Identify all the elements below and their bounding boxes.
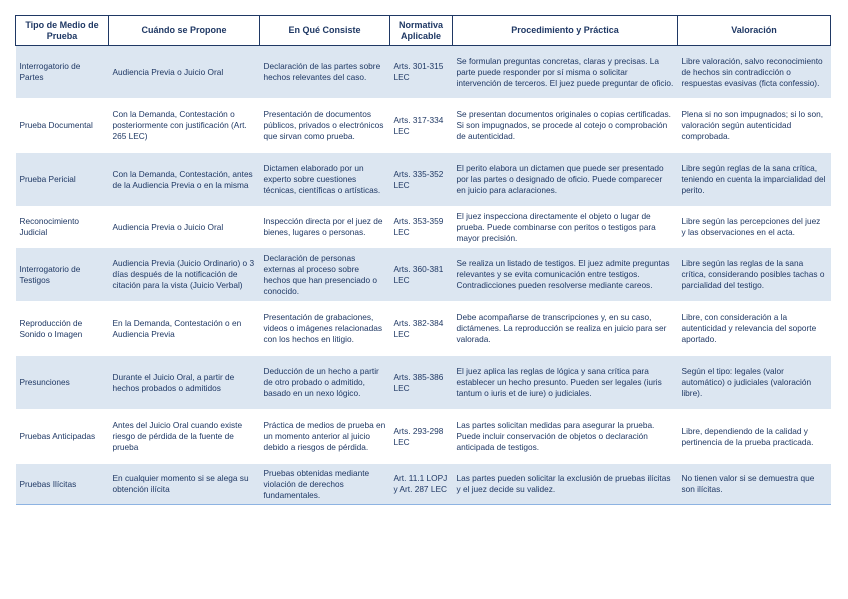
cell-procedimiento: Las partes pueden solicitar la exclusión de pruebas ilícitas y el juez decide su validez. — [453, 464, 678, 505]
cell-tipo: Reproducción de Sonido o Imagen — [16, 302, 109, 356]
cell-cuando: En la Demanda, Contestación o en Audiencia Previa — [109, 302, 260, 356]
cell-consiste: Presentación de grabaciones, videos o imágenes relacionadas con los hechos en litigio. — [260, 302, 390, 356]
cell-valoracion: Libre valoración, salvo reconocimiento de hechos sin contradicción o respuestas evasivas (ficta confessio). — [678, 46, 831, 99]
cell-consiste: Presentación de documentos públicos, privados o electrónicos que sirvan como prueba. — [260, 99, 390, 153]
cell-normativa: Arts. 293-298 LEC — [390, 410, 453, 464]
table-row — [16, 99, 831, 153]
cell-tipo: Pruebas Anticipadas — [16, 410, 109, 464]
header-procedimiento: Procedimiento y Práctica — [453, 16, 678, 46]
cell-tipo: Presunciones — [16, 356, 109, 410]
cell-procedimiento: El perito elabora un dictamen que puede ser presentado por las partes o designado de oficio. Puede comparecer en juicio para aclaraciones. — [453, 153, 678, 207]
header-cuando: Cuándo se Propone — [109, 16, 260, 46]
table-row — [16, 464, 831, 505]
cell-normativa: Art. 11.1 LOPJ y Art. 287 LEC — [390, 464, 453, 505]
cell-valoracion: Plena si no son impugnados; si lo son, valoración según autenticidad comprobada. — [678, 99, 831, 153]
cell-tipo: Interrogatorio de Partes — [16, 46, 109, 99]
header-tipo: Tipo de Medio de Prueba — [16, 16, 109, 46]
cell-cuando: Antes del Juicio Oral cuando existe riesgo de pérdida de la fuente de prueba — [109, 410, 260, 464]
cell-procedimiento: Se formulan preguntas concretas, claras y precisas. La parte puede responder por sí misma o solicitar intervención de terceros. El juez puede preguntar de oficio. — [453, 46, 678, 99]
cell-consiste: Inspección directa por el juez de bienes, lugares o personas. — [260, 207, 390, 248]
cell-tipo: Prueba Documental — [16, 99, 109, 153]
cell-procedimiento: Se realiza un listado de testigos. El juez admite preguntas relevantes y se evita comunicación entre testigos. Contradicciones pueden resolverse mediante careos. — [453, 248, 678, 302]
cell-normativa: Arts. 382-384 LEC — [390, 302, 453, 356]
cell-valoracion: Libre, con consideración a la autenticidad y relevancia del soporte aportado. — [678, 302, 831, 356]
cell-valoracion: Libre, dependiendo de la calidad y pertinencia de la prueba practicada. — [678, 410, 831, 464]
table-row — [16, 46, 831, 99]
cell-normativa: Arts. 385-386 LEC — [390, 356, 453, 410]
header-row — [16, 16, 831, 46]
cell-cuando: Audiencia Previa o Juicio Oral — [109, 46, 260, 99]
header-valoracion: Valoración — [678, 16, 831, 46]
cell-cuando: En cualquier momento si se alega su obtención ilícita — [109, 464, 260, 505]
cell-consiste: Declaración de personas externas al proceso sobre hechos que han presenciado o conocido. — [260, 248, 390, 302]
cell-valoracion: Libre según las reglas de la sana crítica, considerando posibles tachas o parcialidad del testigo. — [678, 248, 831, 302]
cell-normativa: Arts. 335-352 LEC — [390, 153, 453, 207]
cell-tipo: Reconocimiento Judicial — [16, 207, 109, 248]
cell-cuando: Audiencia Previa o Juicio Oral — [109, 207, 260, 248]
cell-consiste: Dictamen elaborado por un experto sobre cuestiones técnicas, científicas o artísticas. — [260, 153, 390, 207]
cell-cuando: Audiencia Previa (Juicio Ordinario) o 3 días después de la notificación de citación para la vista (Juicio Verbal) — [109, 248, 260, 302]
cell-valoracion: Libre según reglas de la sana crítica, teniendo en cuenta la imparcialidad del perito. — [678, 153, 831, 207]
cell-normativa: Arts. 317-334 LEC — [390, 99, 453, 153]
cell-cuando: Con la Demanda, Contestación, antes de la Audiencia Previa o en la misma — [109, 153, 260, 207]
cell-valoracion: Libre según las percepciones del juez y las observaciones en el acta. — [678, 207, 831, 248]
cell-consiste: Pruebas obtenidas mediante violación de derechos fundamentales. — [260, 464, 390, 505]
table-row — [16, 302, 831, 356]
cell-consiste: Práctica de medios de prueba en un momento anterior al juicio debido a riesgos de pérdida. — [260, 410, 390, 464]
cell-valoracion: Según el tipo: legales (valor automático) o judiciales (valoración libre). — [678, 356, 831, 410]
cell-consiste: Deducción de un hecho a partir de otro probado o admitido, basado en un nexo lógico. — [260, 356, 390, 410]
cell-cuando: Durante el Juicio Oral, a partir de hechos probados o admitidos — [109, 356, 260, 410]
table-row — [16, 356, 831, 410]
table-row — [16, 248, 831, 302]
cell-valoracion: No tienen valor si se demuestra que son ilícitas. — [678, 464, 831, 505]
cell-normativa: Arts. 301-315 LEC — [390, 46, 453, 99]
cell-procedimiento: Las partes solicitan medidas para asegurar la prueba. Puede incluir conservación de objetos o declaración anticipada de testigos. — [453, 410, 678, 464]
cell-procedimiento: Se presentan documentos originales o copias certificadas. Si son impugnados, se procede al cotejo o comprobación de autenticidad. — [453, 99, 678, 153]
cell-procedimiento: El juez aplica las reglas de lógica y sana crítica para establecer un hecho presunto. Pueden ser legales (iuris tantum o iuris et de iure) o judiciales. — [453, 356, 678, 410]
cell-tipo: Pruebas Ilícitas — [16, 464, 109, 505]
evidence-table — [15, 15, 831, 505]
cell-tipo: Prueba Pericial — [16, 153, 109, 207]
table-row — [16, 207, 831, 248]
table-row — [16, 153, 831, 207]
cell-tipo: Interrogatorio de Testigos — [16, 248, 109, 302]
cell-procedimiento: Debe acompañarse de transcripciones y, en su caso, dictámenes. La reproducción se realiza en juicio para ser valorada. — [453, 302, 678, 356]
table-row — [16, 410, 831, 464]
header-normativa: Normativa Aplicable — [390, 16, 453, 46]
cell-procedimiento: El juez inspecciona directamente el objeto o lugar de prueba. Puede combinarse con peritos o testigos para mayor precisión. — [453, 207, 678, 248]
cell-consiste: Declaración de las partes sobre hechos relevantes del caso. — [260, 46, 390, 99]
header-consiste: En Qué Consiste — [260, 16, 390, 46]
cell-normativa: Arts. 360-381 LEC — [390, 248, 453, 302]
cell-normativa: Arts. 353-359 LEC — [390, 207, 453, 248]
cell-cuando: Con la Demanda, Contestación o posteriormente con justificación (Art. 265 LEC) — [109, 99, 260, 153]
